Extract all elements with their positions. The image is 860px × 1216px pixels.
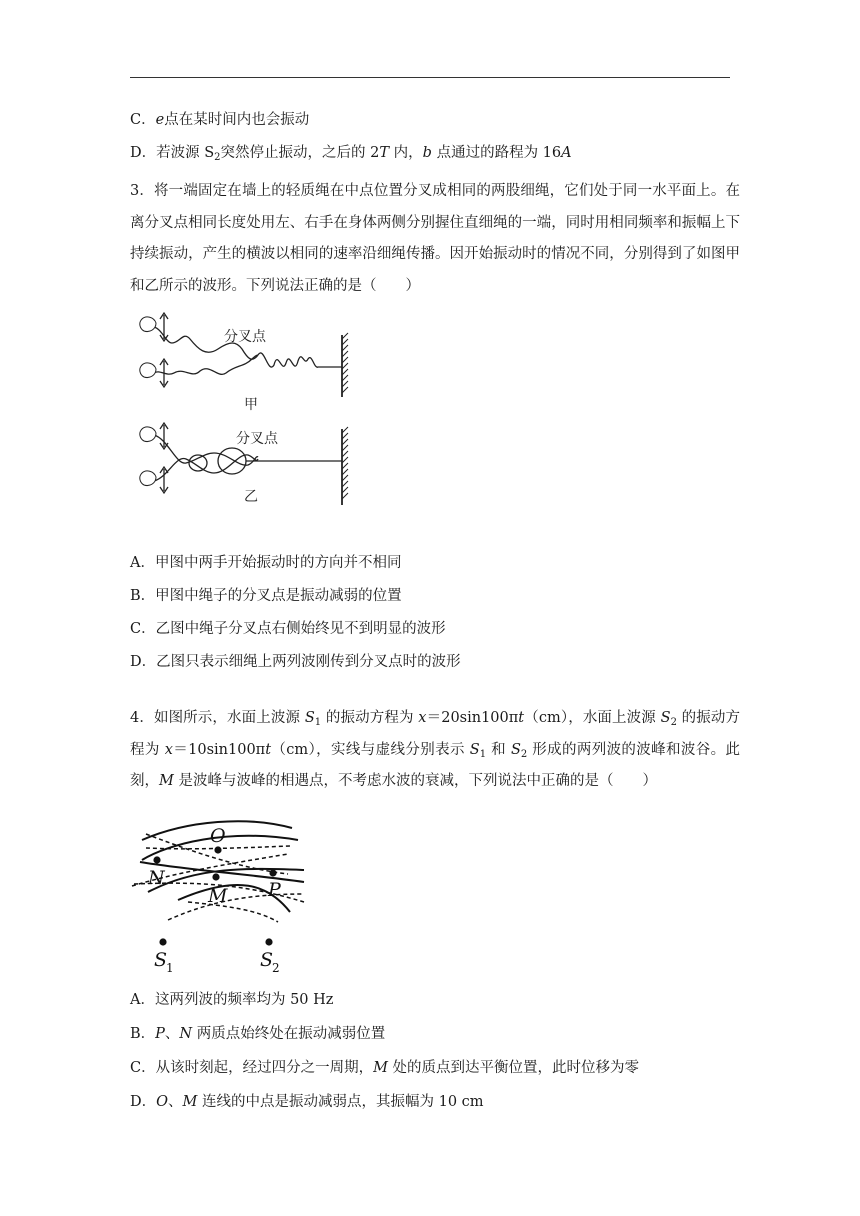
q3-option-d: D．乙图只表示细绳上两列波刚传到分叉点时的波形 (130, 654, 461, 670)
q4-stem: 4．如图所示，水面上波源 $S_1$ 的振动方程为 x＝20sin100πt（cm），水面上波源 $S_2$ 的振动方程为 x＝10sin100πt（cm），实线与虚线分别表示 $S_1$ 和 $S_2$ 形成的两列波的波峰和波谷。此刻，M 是波峰与波峰的相遇点，不考虑水波的衰减，下列说法中正确的是（ ） (130, 710, 741, 789)
caption-jia: 甲 (244, 397, 258, 413)
caption-yi: 乙 (244, 489, 258, 505)
q4-option-b: B．P、N 两质点始终处在振动减弱位置 (130, 1026, 386, 1042)
q4-option-c: C．从该时刻起，经过四分之一周期，M 处的质点到达平衡位置，此时位移为零 (130, 1060, 640, 1076)
q3-option-c: C．乙图中绳子分叉点右侧始终见不到明显的波形 (130, 621, 446, 637)
source-s1-label: S (154, 949, 168, 971)
q2-option-c: C．e点在某时间内也会振动 (130, 112, 310, 128)
point-m-label: M (208, 885, 228, 907)
source-s2-subscript: 2 (272, 961, 280, 975)
q3-stem: 3．将一端固定在墙上的轻质绳在中点位置分叉成相同的两股细绳，它们处于同一水平面上。在离分叉点相同长度处用左、右手在身体两侧分别握住直细绳的一端，同时用相同频率和振幅上下持续振动，产生的横波以相同的速率沿细绳传播。因开始振动时的情况不同，分别得到了如图甲和乙所示的波形。下列说法正确的是（ ） (130, 183, 740, 294)
fork-label-yi: 分叉点 (236, 431, 278, 447)
q4-wave-figure (128, 810, 318, 980)
point-n-label: N (148, 867, 165, 889)
header-rule (130, 77, 730, 78)
q2-option-d: D．若波源 $S_2$突然停止振动，之后的 2T 内，b 点通过的路程为 16A (130, 145, 572, 163)
q3-option-a: A．甲图中两手开始振动时的方向并不相同 (130, 555, 402, 571)
point-p-label: P (268, 879, 281, 901)
fork-label-jia: 分叉点 (224, 329, 266, 345)
q4-option-a: A．这两列波的频率均为 50 Hz (130, 992, 334, 1008)
source-s2-label: S (260, 949, 274, 971)
q4-option-d: D．O、M 连线的中点是振动减弱点，其振幅为 10 cm (130, 1094, 484, 1110)
q3-option-b: B．甲图中绳子的分叉点是振动减弱的位置 (130, 588, 402, 604)
point-o-label: O (210, 825, 226, 847)
source-s1-subscript: 1 (166, 961, 174, 975)
q3-rope-figure (128, 305, 358, 510)
